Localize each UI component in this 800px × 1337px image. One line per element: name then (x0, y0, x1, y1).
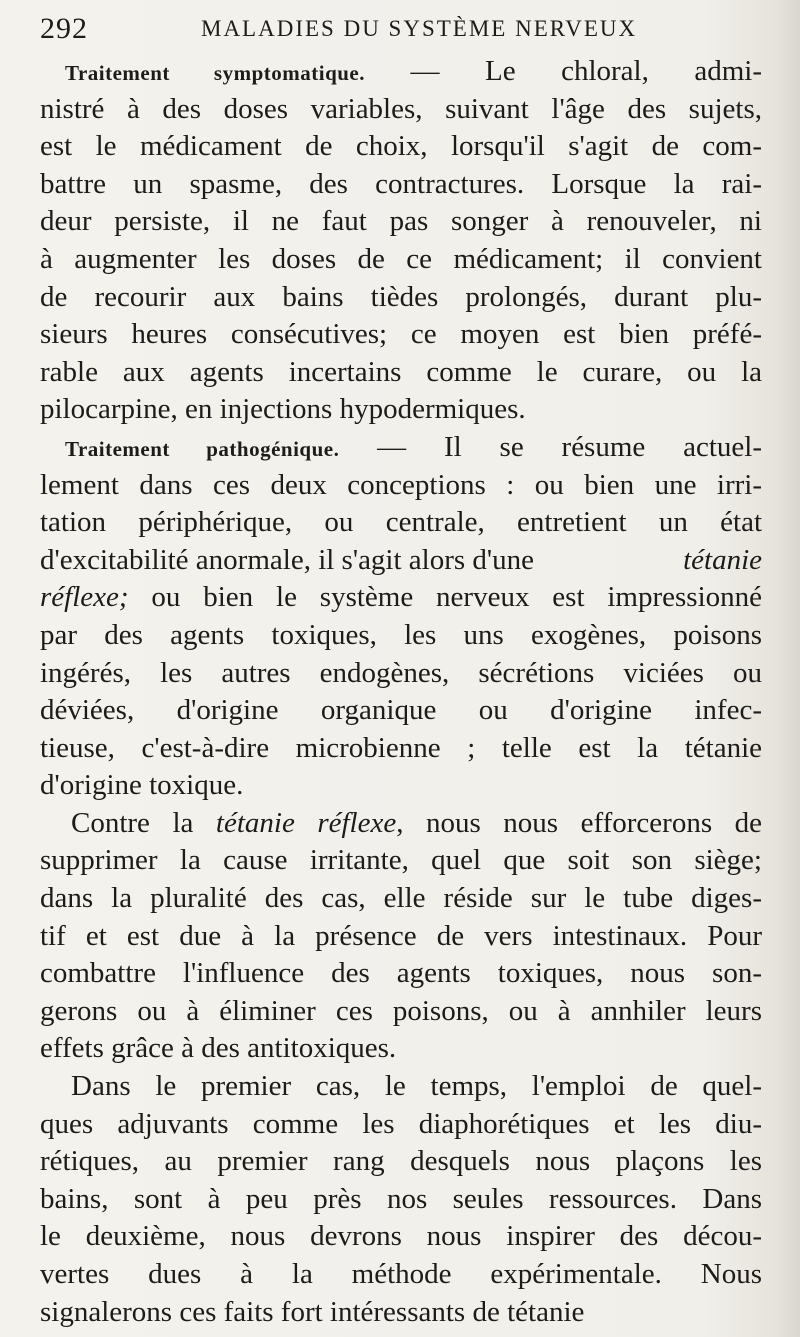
paragraph-2-line-5 (40, 579, 762, 617)
running-head (40, 12, 760, 52)
paragraph-1-line-6: à augmenter les doses de ce médicament; il convient (40, 242, 762, 275)
paragraph-2-line-10: d'origine toxique. (40, 769, 244, 802)
paragraph-4-line-5: le deuxième, nous devrons nous inspirer des décou- (40, 1220, 762, 1253)
italic-term: tétanie (683, 543, 762, 576)
paragraph-1-line-3: est le médicament de choix, lorsqu'il s'agit de com- (40, 130, 762, 163)
paragraph-4-line-7: signalerons ces faits fort intéressants de tétanie (40, 1295, 585, 1328)
paragraph-4-line-3: rétiques, au premier rang desquels nous plaçons les (40, 1145, 762, 1178)
paragraph-4-line-6: vertes dues à la méthode expérimentale. Nous (40, 1258, 762, 1290)
paragraph-2-line-4 (40, 542, 762, 580)
text-run: Contre la (71, 806, 216, 839)
paragraph-4-line-2: ques adjuvants comme les diaphorétiques et les diu- (40, 1107, 762, 1140)
paragraph-1-line-8: sieurs heures consécutives; ce moyen est bien préfé- (40, 318, 762, 351)
running-title: MALADIES DU SYSTÈME NERVEUX (201, 16, 638, 41)
page-number: 292 (40, 12, 88, 45)
text-run: — Le chloral, admi- (365, 55, 762, 87)
paragraph-3-line-5: combattre l'influence des agents toxiques, nous son- (40, 957, 762, 990)
text-run: , nous nous efforcerons de (396, 806, 763, 839)
paragraph-1-line-2: nistré à des doses variables, suivant l'âge des sujets, (40, 92, 762, 125)
paragraph-1-line-10: pilocarpine, en injections hypodermiques. (40, 393, 526, 426)
paragraph-3-line-1 (40, 805, 762, 843)
paragraph-2-line-6: par des agents toxiques, les uns exogènes, poisons (40, 618, 762, 651)
italic-term: tétanie réflexe (215, 806, 397, 839)
paragraph-4-line-4: bains, sont à peu près nos seules ressources. Dans (40, 1182, 762, 1215)
paragraph-3-line-2: supprimer la cause irritante, quel que soit son siège; (40, 844, 762, 877)
paragraph-2-line-7: ingérés, les autres endogènes, sécrétions viciées ou (40, 656, 762, 689)
paragraph-2-line-8: déviées, d'origine organique ou d'origine infec- (40, 694, 762, 727)
paragraph-3-line-3: dans la pluralité des cas, elle réside sur le tube diges- (40, 882, 762, 915)
text-run: — Il se résume actuel- (339, 430, 762, 463)
paragraph-1-line-1 (40, 53, 762, 91)
paragraph-3-line-7: effets grâce à des antitoxiques. (40, 1032, 397, 1065)
italic-term: réflexe; (40, 581, 129, 614)
paragraph-2-line-9: tieuse, c'est-à-dire microbienne ; telle est la tétanie (40, 731, 762, 764)
paragraph-2-line-1 (40, 429, 762, 467)
body-text (40, 53, 762, 1331)
paragraph-1-line-5: deur persiste, il ne faut pas songer à renouveler, ni (40, 205, 762, 238)
section-heading-symptomatique: Traitement symptomatique. (65, 61, 365, 85)
paragraph-1-line-9: rable aux agents incertains comme le curare, ou la (40, 355, 762, 388)
text-run: d'excitabilité anormale, il s'agit alors d'une (40, 543, 535, 576)
paragraph-1-line-7: de recourir aux bains tièdes prolongés, durant plu- (40, 280, 762, 313)
paragraph-4-line-1: Dans le premier cas, le temps, l'emploi de quel- (71, 1070, 762, 1103)
paragraph-2-line-2: lement dans ces deux conceptions : ou bien une irri- (40, 468, 762, 501)
paragraph-2-line-3: tation périphérique, ou centrale, entretient un état (40, 506, 762, 539)
text-run: ou bien le système nerveux est impressionné (128, 581, 762, 614)
paragraph-3-line-4: tif et est due à la présence de vers intestinaux. Pour (40, 919, 762, 952)
paragraph-3-line-6: gerons ou à éliminer ces poisons, ou à annhiler leurs (40, 994, 762, 1027)
section-heading-pathogenique: Traitement pathogénique. (65, 436, 340, 461)
paragraph-1-line-4: battre un spasme, des contractures. Lorsque la rai- (40, 167, 762, 200)
